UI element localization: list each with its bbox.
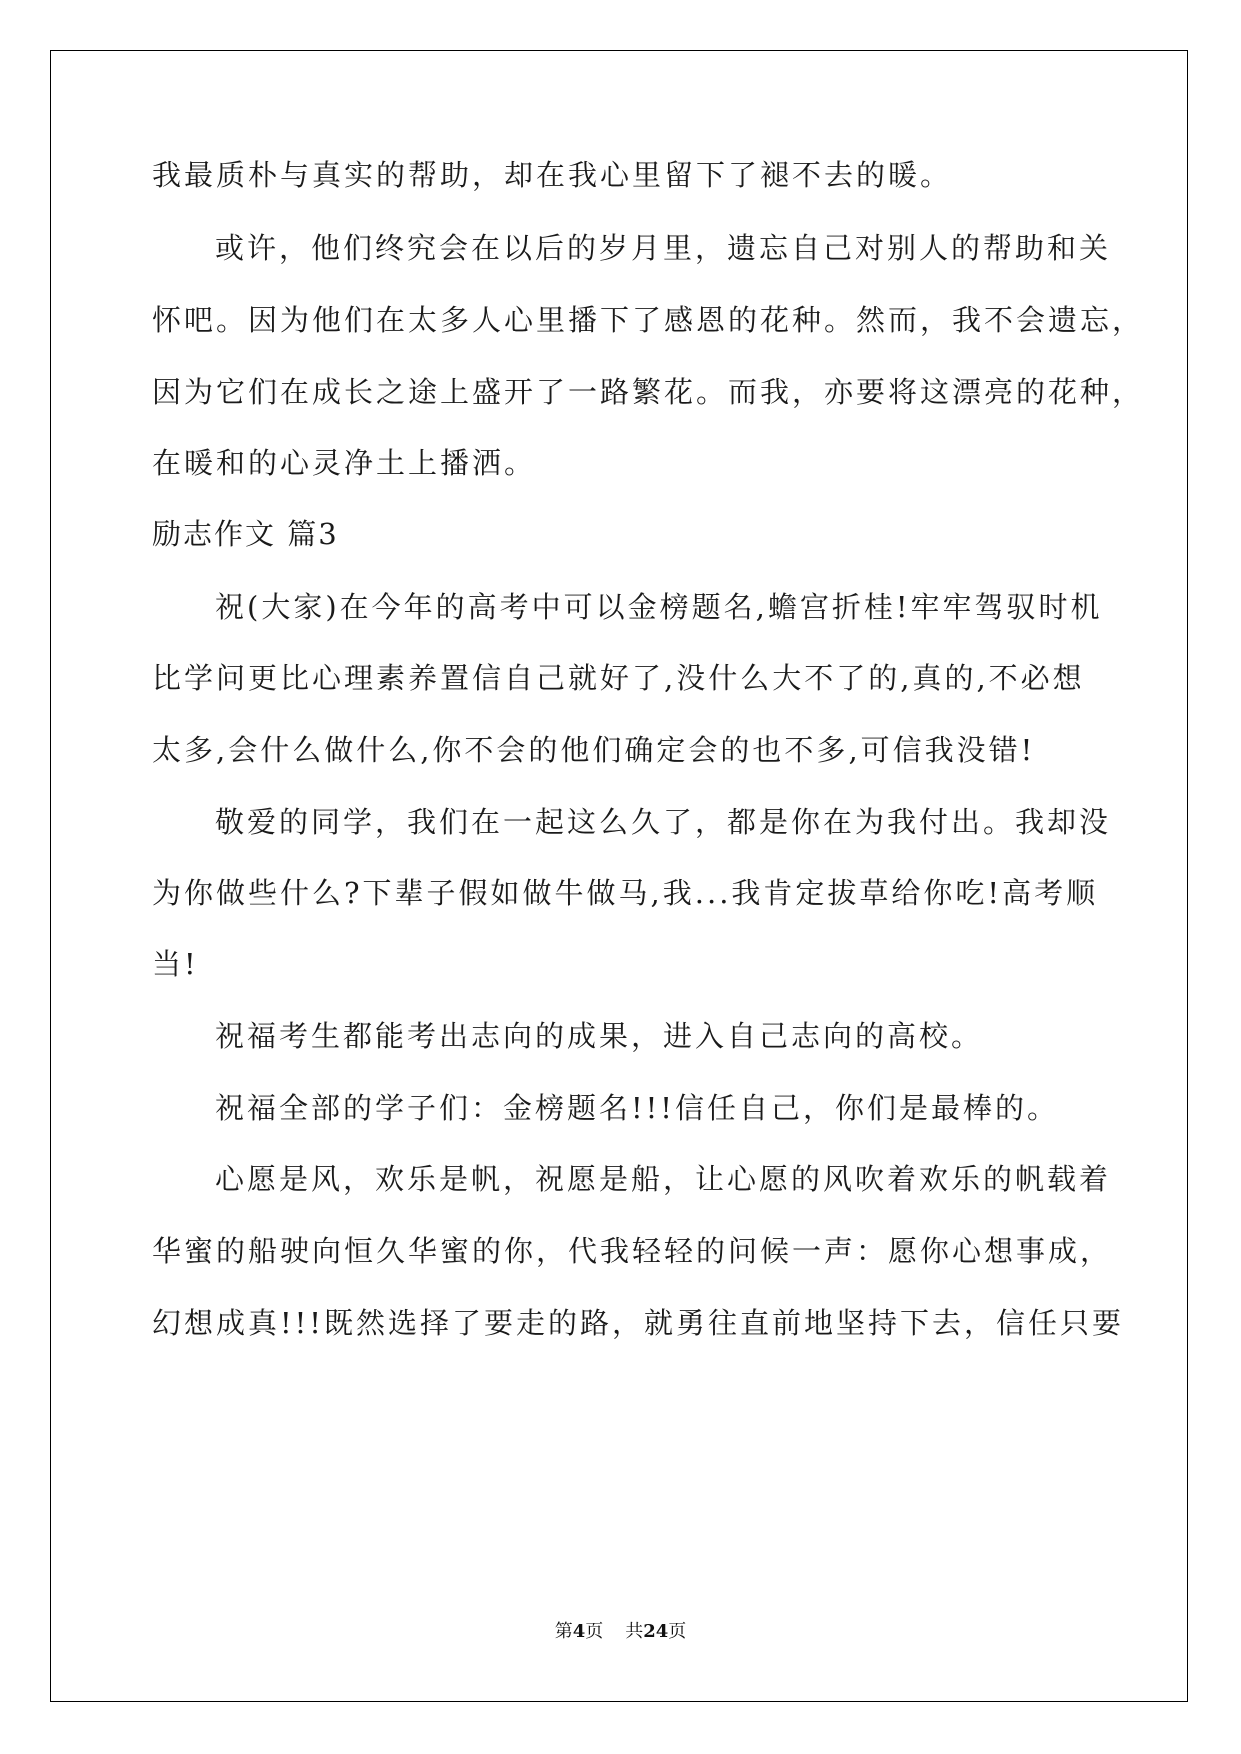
total-suffix: 页 xyxy=(668,1621,687,1642)
paragraph-line: 心愿是风，欢乐是帆，祝愿是船，让心愿的风吹着欢乐的帆载着 xyxy=(215,1162,1112,1196)
page-footer xyxy=(0,1620,1241,1644)
total-pages: 24 xyxy=(643,1621,669,1642)
page-number: 4 xyxy=(572,1621,586,1642)
total-prefix: 共 xyxy=(625,1621,644,1642)
paragraph-line: 或许，他们终究会在以后的岁月里，遗忘自己对别人的帮助和关 xyxy=(215,231,1112,265)
paragraph-line: 为你做些什么?下辈子假如做牛做马,我...我肯定拔草给你吃!高考顺 xyxy=(152,876,1099,910)
paragraph-line: 太多,会什么做什么,你不会的他们确定会的也不多,可信我没错! xyxy=(152,733,1036,767)
page-prefix: 第 xyxy=(554,1621,573,1642)
section-heading: 励志作文 篇3 xyxy=(152,517,339,551)
paragraph-line: 祝(大家)在今年的高考中可以金榜题名,蟾宫折桂!牢牢驾驭时机 xyxy=(215,590,1103,624)
paragraph-line: 怀吧。因为他们在太多人心里播下了感恩的花种。然而，我不会遗忘， xyxy=(152,303,1145,337)
page-suffix: 页 xyxy=(585,1621,604,1642)
paragraph-line: 在暖和的心灵净土上播洒。 xyxy=(152,446,537,480)
paragraph-line: 祝福全部的学子们：金榜题名!!!信任自己，你们是最棒的。 xyxy=(215,1091,1059,1125)
paragraph-line: 因为它们在成长之途上盛开了一路繁花。而我，亦要将这漂亮的花种， xyxy=(152,375,1145,409)
paragraph-line: 祝福考生都能考出志向的成果，进入自己志向的高校。 xyxy=(215,1019,984,1053)
paragraph-line: 当! xyxy=(152,947,199,981)
paragraph-line: 华蜜的船驶向恒久华蜜的你，代我轻轻的问候一声：愿你心想事成， xyxy=(152,1234,1113,1268)
paragraph-line: 敬爱的同学，我们在一起这么久了，都是你在为我付出。我却没 xyxy=(215,805,1112,839)
paragraph-line: 比学问更比心理素养置信自己就好了,没什么大不了的,真的,不必想 xyxy=(152,661,1085,695)
paragraph-line: 我最质朴与真实的帮助，却在我心里留下了褪不去的暖。 xyxy=(152,158,953,192)
paragraph-line: 幻想成真!!!既然选择了要走的路，就勇往直前地坚持下去，信任只要 xyxy=(152,1306,1124,1340)
